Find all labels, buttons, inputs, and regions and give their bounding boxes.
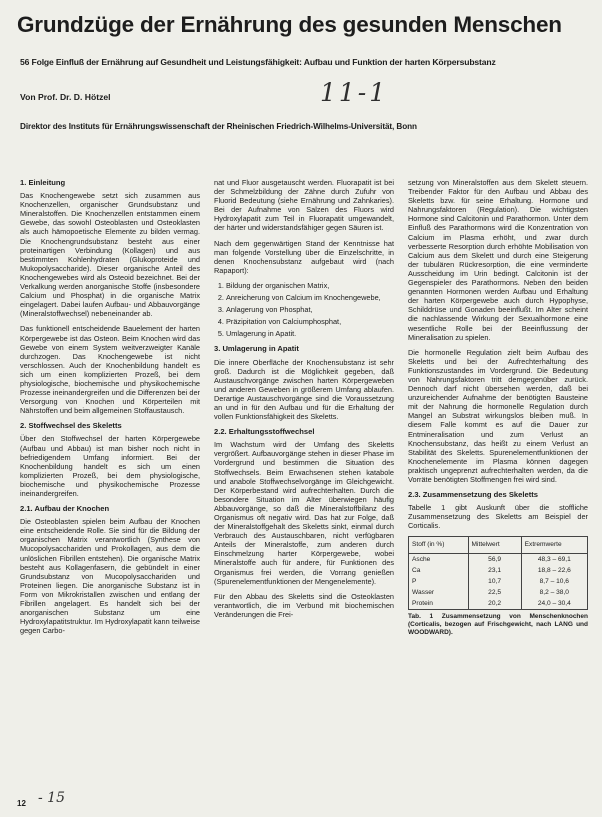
section-heading: 2.3. Zusammensetzung des Skeletts [408,490,538,500]
table-cell: 24,0 – 30,4 [521,598,587,610]
paragraph: Das funktionell entscheidende Bauelement der harten Körpergewebe ist das Osteon. Beim Knochen wird das Gewebe von einem System weitverzweigter Kanäle durchzogen. Das Knochengewebe ist nicht verschlossen. Auch der Knochenbildung handelt es sich um einen komplizierten Prozeß, bei dem physiologische, biochemische und physikochemische Prozesse ineinandergreifen und die Differenzen bei der Versorgung von Knochen und Körperteilen mit Nährstoffen und beim allgemeinen Stoffaustausch. [20,324,200,416]
table-cell: 8,7 – 10,6 [521,576,587,587]
table-cell: Asche [409,553,469,565]
paragraph: nat und Fluor ausgetauscht werden. Fluorapatit ist bei der Schmelzbildung der Zähne durch Zufuhr von Fluorid Bedeutung (siehe Ernährung und Zahnkaries). Bei der Aufnahme von Salzen des Fluors wird Hydroxylapatit zum Teil in Fluorapatit umgewandelt, der härter und widerstandsfähiger gegen Säuren ist. [214,178,394,233]
table-cell: 22,5 [468,587,521,598]
step-list [214,281,394,338]
paragraph: Das Knochengewebe setzt sich zusammen aus Knochenzellen, organischer Grundsubstanz und Mineralstoffen. Die Knochenzellen entstammen einem Gewebe, das sowohl Osteoblasten und Osteoklasten als auch hämopoetische Elemente zu bilden vermag. Die Knochengrundsubstanz besteht aus einer proteinartigen Verbindung (Kollagen) und aus bestimmten Kohlenhydraten (Glukoproteide und Mukopolysaccharide). Dieser organische Anteil des Knochengewebes wird als Osteoid bezeichnet. Bei der Verkalkung werden anorganische Stoffe (insbesondere Calcium und Phosphat) in die organische Matrix eingelagert. Dabei laufen Aufbau- und Abbauvorgänge (Mineralstoffwechsel) nebeneinander ab. [20,191,200,319]
paragraph: Nach dem gegenwärtigen Stand der Kenntnisse hat man folgende Vorstellung über die Einzelschritte, in denen Knochensubstanz aufgebaut wird (nach Rapaport): [214,238,394,275]
handwritten-page-note: - 15 [38,790,65,806]
affiliation-line: Direktor des Instituts für Ernährungswissenschaft der Rheinischen Friedrich-Wilhelms-Universität, Bonn [20,122,417,131]
section-heading: 3. Umlagerung in Apatit [214,344,299,354]
table-row [409,587,588,598]
table-cell: 18,8 – 22,6 [521,565,587,576]
paragraph: Tabelle 1 gibt Auskunft über die stoffliche Zusammensetzung des Skeletts am Beispiel der Corticalis. [408,503,588,531]
table-cell: 56,9 [468,553,521,565]
table-cell: Wasser [409,587,469,598]
table-cell: Ca [409,565,469,576]
list-item: 1. Bildung der organischen Matrix, [226,281,394,290]
paragraph: Die Osteoblasten spielen beim Aufbau der Knochen eine entscheidende Rolle. Sie sind für die Bildung der organischen Matrix verantwortlich (Synthese von Mucopolysacchariden und Prokollagen, aus dem die unlöslichen Fibrillen entstehen). Die organische Matrix besteht aus Kollagenfasern, die gebündelt in einer Grundsubstanz von Mucopolysacchariden und Proteinen liegen. Die anorganische Substanz ist in Form von Mikrokristallen zwischen und entlang der Fibrillen angelagert. Es handelt sich bei der anorganischen Substanz um eine Hydroxylapatitstruktur. Im Hydroxylapatit kann teilweise gegen Carbo- [20,517,200,636]
list-item: 2. Anreicherung von Calcium im Knochengewebe, [226,293,394,302]
table-header: Mittelwert [468,537,521,553]
table-row [409,553,588,565]
table-header: Extremwerte [521,537,587,553]
paragraph: Über den Stoffwechsel der harten Körpergewebe (Aufbau und Abbau) ist man bisher noch nicht in befriedigendem Umfang informiert. Bei der Knochenbildung handelt es sich um einen komplizierten Prozeß, bei dem physiologische, biochemische und physikochemische Prozesse ineinandergreifen. [20,434,200,498]
handwritten-note: 11-1 [320,78,389,107]
table-cell: 48,3 – 69,1 [521,553,587,565]
series-subtitle: 56 Folge Einfluß der Ernährung auf Gesundheit und Leistungsfähigkeit: Aufbau und Funktion der harten Körpersubstanz [20,57,496,67]
list-item: 5. Umlagerung in Apatit. [226,329,394,338]
section-heading: 2.1. Aufbau der Knochen [20,504,110,514]
table-cell: P [409,576,469,587]
table-row [409,598,588,610]
table-cell: 23,1 [468,565,521,576]
paragraph: setzung von Mineralstoffen aus dem Skelett steuern. Treibender Faktor für den Aufbau und Abbau des Skeletts bzw. für seine Erhaltung. Hormone und Nahrungsfaktoren (Regulation). Die wichtigsten Hormone sind Calcitonin und Parathormon. Unter dem Einfluß des Parathormons wird die Konzentration von Calcium im Plasma erhöht, und zwar durch verbesserte Resorption durch erhöhte Mobilisation von Calcium aus dem Skelett und durch eine Steigerung der tubulären Rückresorption, die eine verminderte Ausscheidung im Urin bedingt. Calcitonin ist der Gegenspieler des Parathormons. Neben den beiden genannten Hormonen werden Aufbau und Erhaltung der harten Körpergewebe auch durch Hypophyse, Schilddrüse und Gonaden beeinflußt. Im Alter scheint die nachlassende Wirkung der Sexualhormone eine wesentliche Rolle bei der Beeinflussung der Mineralisation zu spielen. [408,178,588,342]
table-row [409,565,588,576]
paragraph: Für den Abbau des Skeletts sind die Osteoklasten verantwortlich, die im Verbund mit biochemischen Veränderungen die Frei- [214,591,394,619]
table-cell: 10,7 [468,576,521,587]
paragraph: Die hormonelle Regulation zielt beim Aufbau des Skeletts und bei der Aufrechterhaltung des Funktionszustandes im Vordergrund. Die Bedeutung von Nahrungsfaktoren tritt demgegenüber zurück. Dennoch darf nicht übersehen werden, daß bei unzureichender Aufnahme der benötigten Bausteine mit der Nahrung die hormonelle Regulation durch Mangel an Substrat wirkungslos bleiben muß. In diesem Falle kommt es auf die Dauer zur Entmineralisation und zum Verlust an Knochensubstanz, das heißt zu einem Verlust an Stabilität des Skeletts. Spurenelementfunktionen der Knochenelemente im Plasma können dagegen praktisch ungeprenzt aufrechterhalten werden, da die Vorräte benötigten Stoffmengen frei wird sind. [408,347,588,484]
table-caption: Tab. 1 Zusammensetzung von Menschenknochen (Corticalis, bezogen auf Frischgewicht, nach LANG und WOODWARD). [408,613,588,636]
paragraph: Im Wachstum wird der Umfang des Skeletts vergrößert. Aufbauvorgänge stehen in dieser Phase im Vordergrund und bestimmen die Situation des Stoffwechsels. Beim Erwachsenen stehen katabole und anabole Stoffwechselvorgänge im Gleichgewicht. Der Körperbestand wird aufrechterhalten. Durch die besondere Situation im Alter überwiegen häufig Abbauvorgänge, so daß die Mineralstoffbilanz des Organismus oft negativ wird. Das hat zur Folge, daß der Mineralstoffgehalt des Skeletts sinkt, einmal durch Verbrauch des Austauschbaren, nicht verfügbaren Anteils der Mineralstoffe, zum anderen durch Einschmelzung harter Körpergewebe, wobei Mineralstoffe auch für andere, für Funktionen des Organismus frei werden, die Vorrang genießen (Spurenelementfunktionen der Mengenelemente). [214,440,394,586]
text-column-1 [20,178,200,641]
author-line: Von Prof. Dr. D. Hötzel [20,92,111,102]
table-cell: 8,2 – 38,0 [521,587,587,598]
table-header-row [409,537,588,553]
text-column-2 [214,178,394,625]
text-column-3 [408,178,588,642]
section-heading: 2. Stoffwechsel des Skeletts [20,421,122,431]
composition-table [408,536,588,610]
table-cell: Protein [409,598,469,610]
list-item: 3. Anlagerung von Phosphat, [226,305,394,314]
list-item: 4. Präzipitation von Calciumphosphat, [226,317,394,326]
paragraph: Die innere Oberfläche der Knochensubstanz ist sehr groß. Dadurch ist die Möglichkeit gegeben, daß Austauschvorgänge zwischen harten Körpergeweben und anderen Geweben in größerem Umfang ablaufen. Derartige Austauschvorgänge sind die Voraussetzung an und in für den Aufbau und für die Erhaltung der vollen Funktionsfähigkeit des Skeletts. [214,357,394,422]
table-cell: 20,2 [468,598,521,610]
section-heading: 1. Einleitung [20,178,66,187]
section-heading: 2.2. Erhaltungsstoffwechsel [214,427,315,437]
article-title: Grundzüge der Ernährung des gesunden Menschen [17,12,562,37]
table-row [409,576,588,587]
table-header: Stoff (in %) [409,537,469,553]
page-number: 12 [17,799,26,808]
